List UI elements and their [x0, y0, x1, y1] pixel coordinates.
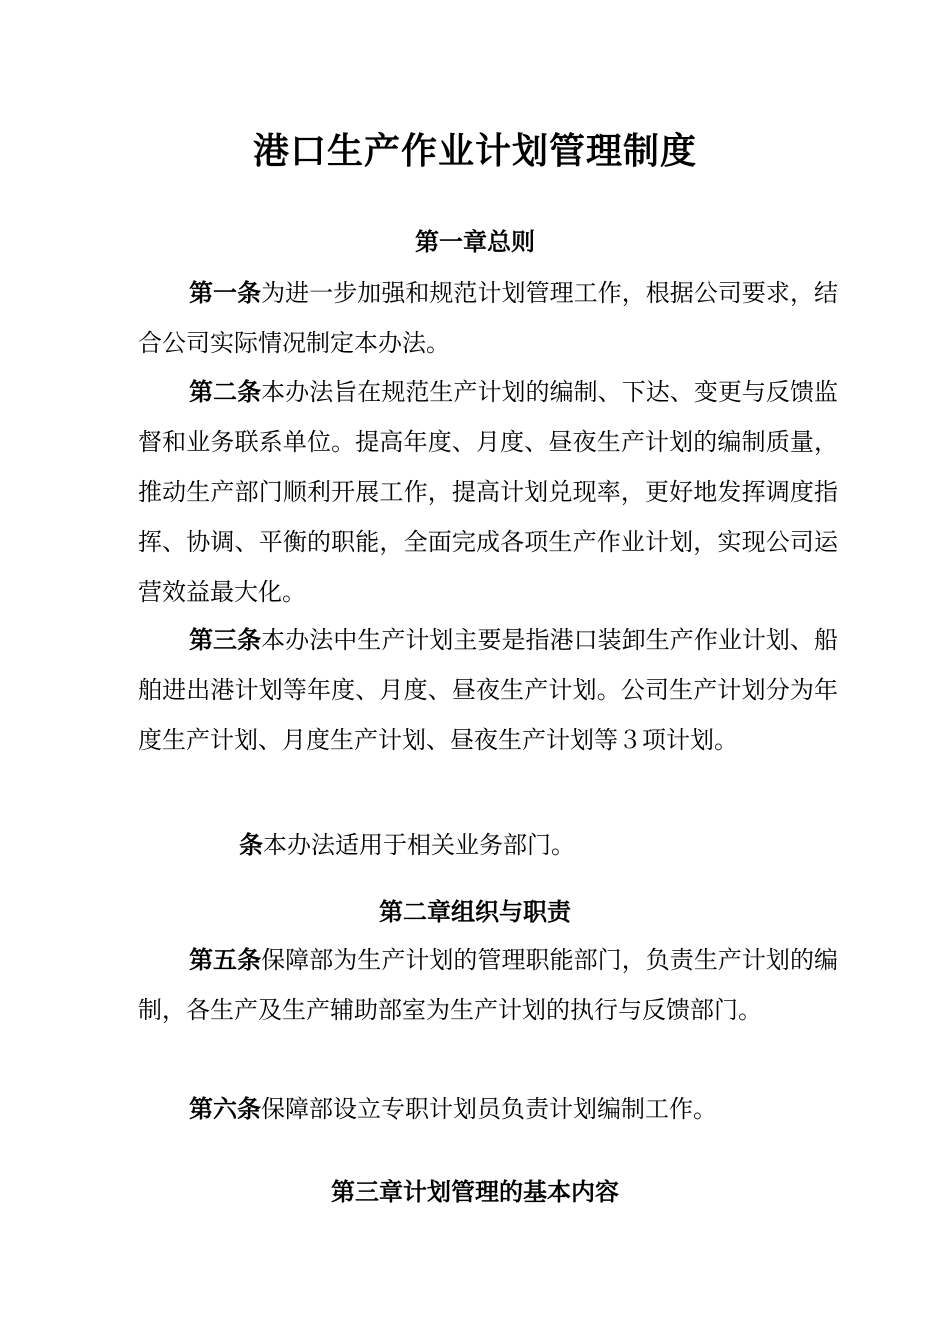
article-paragraph — [138, 268, 838, 368]
article-text: 保障部为生产计划的管理职能部门，负责生产计划的编制，各生产及生产辅助部室为生产计划的执行与反馈部门。 — [138, 946, 839, 1024]
article-text: 本办法中生产计划主要是指港口装卸生产作业计划、船舶进出港计划等年度、月度、昼夜生产计划。公司生产计划分为年度生产计划、月度生产计划、昼夜生产计划等３项计划。 — [138, 626, 839, 754]
article-text: 为进一步加强和规范计划管理工作，根据公司要求，结合公司实际情况制定本办法。 — [138, 279, 839, 357]
article-label: 第一条 — [189, 279, 262, 307]
article-label: 第三条 — [189, 626, 262, 654]
document-title: 港口生产作业计划管理制度 — [252, 131, 697, 172]
article-paragraph — [138, 935, 838, 1035]
article-paragraph — [138, 1084, 838, 1134]
article-paragraph — [138, 615, 838, 765]
chapter-heading: 第二章组织与职责 — [379, 898, 571, 926]
article-paragraph — [138, 367, 838, 617]
chapter-heading: 第一章总则 — [415, 228, 535, 256]
article-label: 第五条 — [189, 946, 262, 974]
article-text: 本办法旨在规范生产计划的编制、下达、变更与反馈监督和业务联系单位。提高年度、月度、昼夜生产计划的编制质量，推动生产部门顺利开展工作，提高计划兑现率，更好地发挥调度指挥、协调、平衡的职能，全面完成各项生产作业计划，实现公司运营效益最大化。 — [138, 378, 839, 606]
article-label: 条 — [239, 831, 263, 859]
article-label: 第六条 — [189, 1095, 261, 1123]
chapter-heading: 第三章计划管理的基本内容 — [331, 1178, 619, 1206]
article-text: 本办法适用于相关业务部门。 — [263, 831, 575, 859]
article-text: 保障部设立专职计划员负责计划编制工作。 — [261, 1095, 717, 1123]
article-label: 第二条 — [189, 378, 262, 406]
article-paragraph — [138, 820, 838, 870]
